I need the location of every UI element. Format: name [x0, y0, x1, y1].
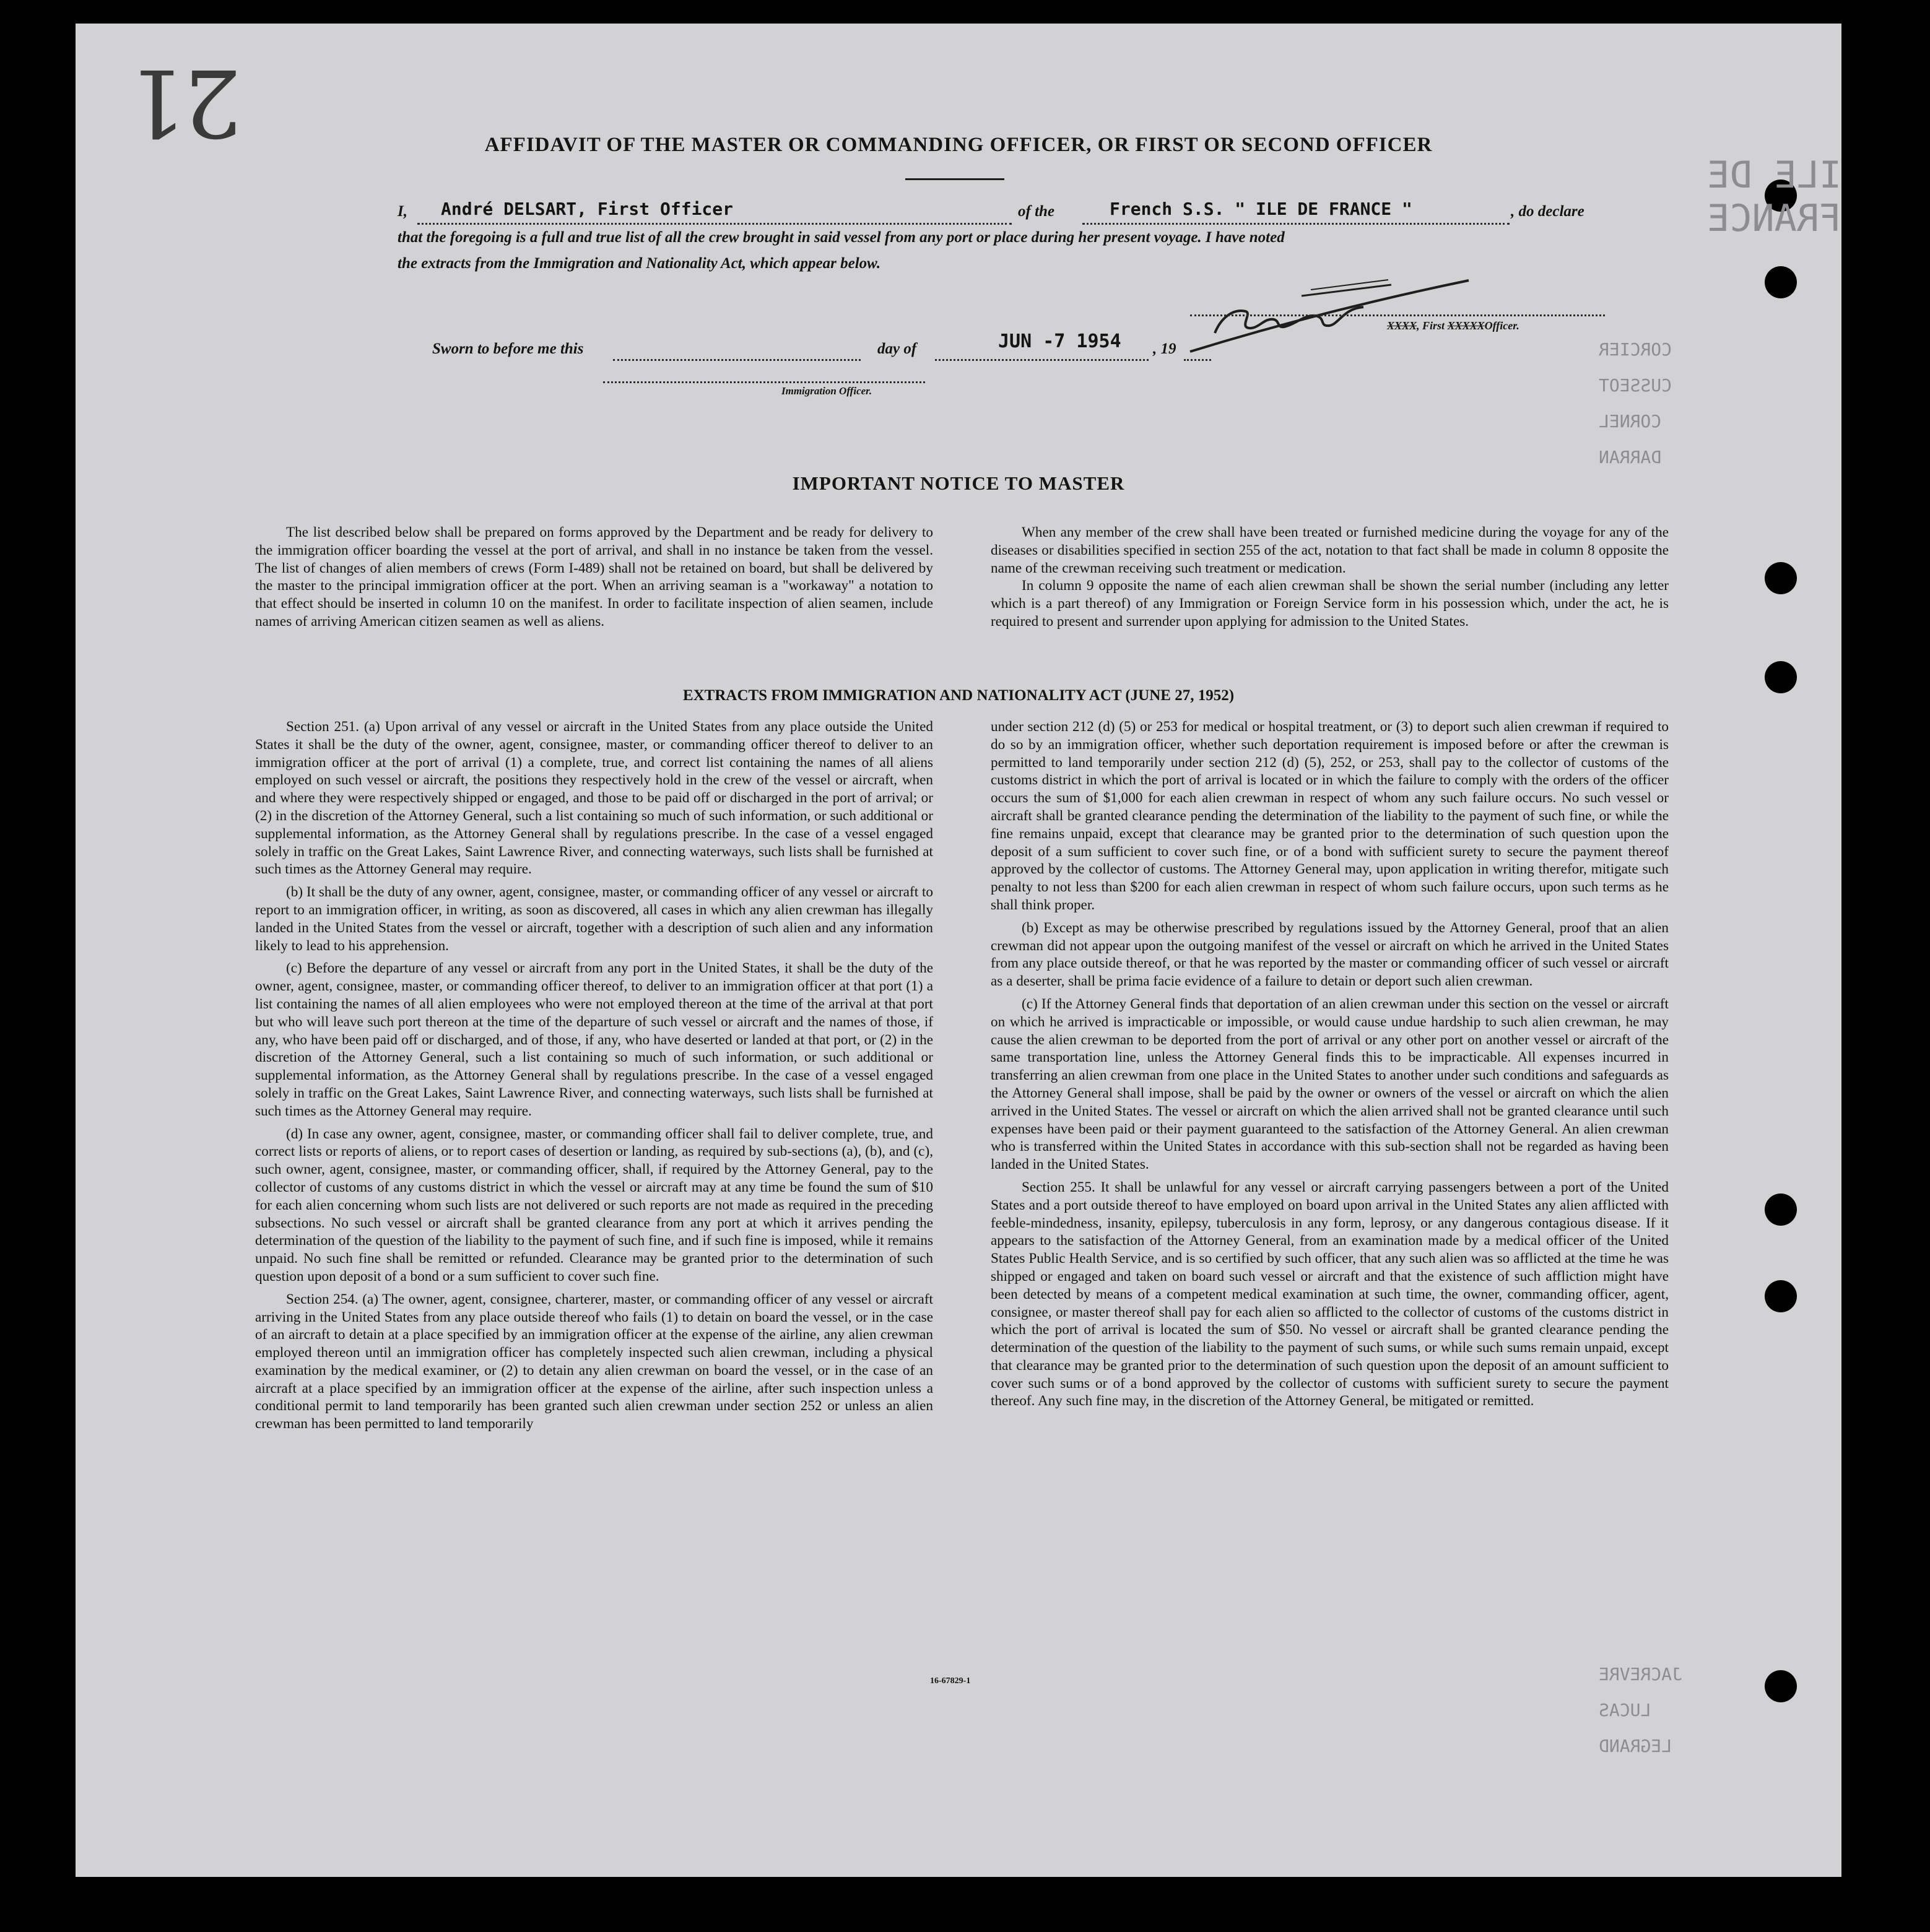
bleed-through-text: DARRAN	[1599, 447, 1662, 467]
act-section-paragraph: (d) In case any owner, agent, consignee, master, or commanding officer shall fail to deliver complete, true, and correct lists or reports of aliens, or to report cases of desertion or landing, as required by sub-sections (a), (b), and (c), such owner, agent, consignee, master, or commanding officer, shall, if required by the Attorney General, pay to the collector of customs of any customs district in which the vessel or aircraft may at any time be found the sum of $10 for each alien concerning whom such lists are not delivered or such reports are not made as required in the preceding subsections. No such vessel or aircraft shall be granted clearance from any port at which it arrives pending the determination of the question of the liability to the payment of such fine, and if such fine is imposed, while it remains unpaid. No such fine shall be remitted or refunded. Clearance may be granted prior to the determination of such question upon deposit of a bond or a sum sufficient to cover such fine.	[255, 1125, 933, 1284]
punch-hole	[1765, 1670, 1797, 1702]
affidavit-line-3: the extracts from the Immigration and Nationality Act, which appear below.	[398, 255, 881, 272]
officer-label: Officer.	[1484, 319, 1519, 332]
bleed-through-text: LEGRAND	[1599, 1736, 1672, 1756]
punch-hole	[1765, 266, 1797, 298]
notice-paragraph: In column 9 opposite the name of each alien crewman shall be shown the serial number (including any letter which is a part thereof) of any Immigration or Foreign Service form in his possession which, under the act, he is required to present and surrender upon applying for admission to the United States.	[991, 578, 1669, 630]
bleed-through-text: ILE DE FRANCE	[1707, 154, 1841, 240]
act-section-paragraph: Section 254. (a) The owner, agent, consignee, charterer, master, or commanding officer of any vessel or aircraft arriving in the United States from any place outside thereof who fails (1) to detain on board the vessel, or in the case of an aircraft to detain at a place specified by an immigration officer at the expense of the airline, any alien crewman employed thereon until an immigration officer has completely inspected such alien crewman, including a physical examination by the medical examiner, or (2) to detain any alien crewman on board the vessel, or in the case of an aircraft at a place specified by an immigration officer at the expense of the airline, after such inspection unless a conditional permit to land temporarily has been granted such alien crewman under section 252 or unless an alien crewman has been permitted to land temporarily	[255, 1291, 933, 1432]
affidavit-line-2: that the foregoing is a full and true list of all the crew brought in said vessel from any port or place during her present voyage. I have noted	[398, 229, 1285, 246]
notice-paragraph: The list described below shall be prepared on forms approved by the Department and be ready for delivery to the immigration officer boarding the vessel at the port of arrival, and shall in no instance be taken from the vessel. The list of changes of alien members of crews (Form I-489) shall not be retained on board, but shall be delivered by the master to the principal immigration officer at the port. When an arriving seaman is a "workaway" a notation to that effect should be inserted in column 10 on the manifest. In order to facilitate inspection of alien seamen, include names of arriving American citizen seamen as well as aliens.	[255, 524, 933, 630]
affidavit-prefix: I,	[398, 203, 407, 220]
bleed-through-text: LUCAS	[1599, 1700, 1651, 1720]
page-number: 21	[131, 48, 242, 156]
notice-title: IMPORTANT NOTICE TO MASTER	[792, 472, 1125, 494]
struck-title: XXXXX	[1447, 319, 1485, 332]
notice-left-column	[255, 524, 933, 631]
act-section-paragraph: (b) Except as may be otherwise prescribed by regulations issued by the Attorney General, proof that an alien crewman did not appear upon the outgoing manifest of the vessel or aircraft on which he arrived in the United States from any place outside thereof, or that he was reported by the master or commanding officer of such vessel or aircraft as a deserter, shall be prima facie evidence of a failure to detain or deport such alien crewman.	[991, 919, 1669, 990]
bleed-through-text: CORNEL	[1599, 411, 1662, 431]
extracts-right-column	[991, 718, 1669, 1410]
act-section-paragraph: (c) Before the departure of any vessel or aircraft from any port in the United States, it shall be the duty of the owner, agent, consignee, master, or commanding officer thereof, to deliver to an immigration officer at that port (1) a list containing the names of all alien employees who were not employed thereon at the time of the arrival at that port but who will leave such port thereon at the time of the departure of such vessel or aircraft and the names of those, if any, who have been paid off or discharged, and of those, if any, who have deserted or landed at that port, or (2) in the discretion of the Attorney General, such a list containing so much of such information, or such additional or supplemental information, as the Attorney General shall by regulations prescribe. In the case of a vessel engaged solely in traffic on the Great Lakes, Saint Lawrence River, and connecting waterways, such lists shall be furnished at such times as the Attorney General may require.	[255, 960, 933, 1119]
punch-hole	[1765, 1280, 1797, 1312]
extracts-left-column	[255, 718, 933, 1433]
immigration-officer-caption: Immigration Officer.	[781, 385, 872, 397]
act-section-paragraph: Section 255. It shall be unlawful for any vessel or aircraft carrying passengers between a port of the United States and a port outside thereof to have employed on board upon arrival in the United States any alien afflicted with feeble-mindedness, insanity, epilepsy, tuberculosis in any form, leprosy, or any dangerous contagious disease. If it appears to the satisfaction of the Attorney General, from an examination made by a medical officer of the United States Public Health Service, and is so certified by such officer, that any such alien was so afflicted at the time he was shipped or engaged and taken on board such vessel or aircraft and that the existence of such affliction might have been detected by means of a competent medical examination at such time, the owner, commanding officer, agent, consignee, or master thereof shall pay for each alien so afflicted to the collector of customs of the customs district in which the port of arrival is located the sum of $50. No vessel or aircraft shall be granted clearance pending the determination of the question of the liability to the payment of such sums, or while such sums remain unpaid, except that clearance may be granted prior to the determination of such question upon the deposit of an amount sufficient to cover such sums or of a bond approved by the collector of customs with sufficient surety to secure the payment thereof. Any such fine may, in the discretion of the Attorney General, be mitigated or remitted.	[991, 1179, 1669, 1410]
signature-line	[1190, 313, 1605, 316]
act-section-paragraph: under section 212 (d) (5) or 253 for medical or hospital treatment, or (3) to deport such alien crewman if required to do so by an immigration officer, whether such deportation requirement is imposed before or after the crewman is permitted to land temporarily under section 212 (d) (5), 252, or 253, shall pay to the collector of customs of the customs district in which the port of arrival is located or in which the failure to comply with the orders of the officer occurs the sum of $1,000 for each alien crewman in respect of whom any such failure occurs. No such vessel or aircraft shall be granted clearance pending the determination of the liability to the payment of such fine, or while the fine remains unpaid, except that clearance may be granted prior to the determination of such question upon the deposit of a sum sufficient to cover such fine, or of a bond with sufficient surety to secure the payment thereof approved by the collector of customs. The Attorney General may, upon application in writing therefor, mitigate such penalty to not less than $200 for each alien crewman in respect of whom such failure occurs, upon such terms as he shall think proper.	[991, 719, 1669, 913]
act-section-paragraph: Section 251. (a) Upon arrival of any vessel or aircraft in the United States from any place outside the United States it shall be the duty of the owner, agent, consignee, master, or commanding officer thereof to deliver to an immigration officer at the port of arrival (1) a complete, true, and correct list containing the names of all aliens employed on such vessel or aircraft, the positions they respectively hold in the crew of the vessel or aircraft, when and where they were respectively shipped or engaged, and those to be paid off or discharged in the port of arrival; or (2) in the discretion of the Attorney General, such a list containing so much of such information, or such additional or supplemental information, as the Attorney General shall by regulations prescribe. In the case of a vessel engaged solely in traffic on the Great Lakes, Saint Lawrence River, and connecting waterways, such lists shall be furnished at such times as the Attorney General may require.	[255, 719, 933, 878]
title-divider	[905, 178, 1004, 180]
punch-hole	[1765, 1193, 1797, 1226]
immigration-officer-line	[603, 380, 925, 383]
vessel-name: French S.S. " ILE DE FRANCE "	[1110, 199, 1412, 219]
act-section-paragraph: (c) If the Attorney General finds that deportation of an alien crewman under this section on the vessel or aircraft on which he arrived is impracticable or impossible, or would cause undue hardship to such alien crewman, he may cause the alien crewman to be deported from the port of arrival or any other port on another vessel or aircraft of the same transportation line, unless the Attorney General finds this to be impracticable. All expenses incurred in transferring an alien crewman from one place in the United States to another under such conditions and safeguards as the Attorney General shall impose, shall be paid by the owner or owners of the vessel or aircraft on which the alien arrived in the United States. The vessel or aircraft on which the alien arrived shall not be granted clearance until such expenses have been paid or their payment guaranteed to the satisfaction of the Attorney General. An alien crewman who is transferred within the United States in accordance with this sub-section shall not be regarded as having been landed in the United States.	[991, 995, 1669, 1173]
officer-name: André DELSART, First Officer	[441, 199, 734, 219]
bleed-through-text: JACREVRE	[1599, 1664, 1682, 1684]
day-of-label: day of	[877, 340, 917, 357]
document-page	[76, 24, 1841, 1877]
bleed-through-text: CUSSEOT	[1599, 375, 1672, 396]
do-declare-label: , do declare	[1511, 203, 1584, 220]
bleed-through-text: CORCIER	[1599, 339, 1672, 360]
of-the-label: of the	[1018, 203, 1055, 220]
act-section-paragraph: (b) It shall be the duty of any owner, agent, consignee, master, or commanding officer of any vessel or aircraft to report to an immigration officer, in writing, as soon as discovered, all cases in which any alien crewman has illegally landed in the United States from the vessel or aircraft, together with a description of such alien and any information likely to lead to his apprehension.	[255, 884, 933, 954]
signature-caption	[1387, 319, 1519, 332]
date-stamp: JUN -7 1954	[998, 331, 1121, 352]
first-label: , First	[1417, 319, 1445, 332]
affidavit-title: AFFIDAVIT OF THE MASTER OR COMMANDING OFFICER, OR FIRST OR SECOND OFFICER	[484, 134, 1433, 156]
notice-right-column	[991, 524, 1669, 631]
punch-hole	[1765, 562, 1797, 594]
form-code: 16-67829-1	[930, 1676, 971, 1686]
officer-signature	[1178, 259, 1487, 358]
sworn-label: Sworn to before me this	[432, 340, 584, 357]
notice-paragraph: When any member of the crew shall have been treated or furnished medicine during the voyage for any of the diseases or disabilities specified in section 255 of the act, notation to that fact shall be made in column 8 opposite the name of the crewman receiving such treatment or medication.	[991, 524, 1669, 576]
year-line	[1184, 343, 1211, 361]
extracts-title: EXTRACTS FROM IMMIGRATION AND NATIONALITY ACT (JUNE 27, 1952)	[682, 687, 1235, 704]
year-prefix: , 19	[1153, 340, 1176, 357]
sworn-day-line	[613, 343, 861, 361]
struck-title: XXXX	[1387, 319, 1417, 332]
